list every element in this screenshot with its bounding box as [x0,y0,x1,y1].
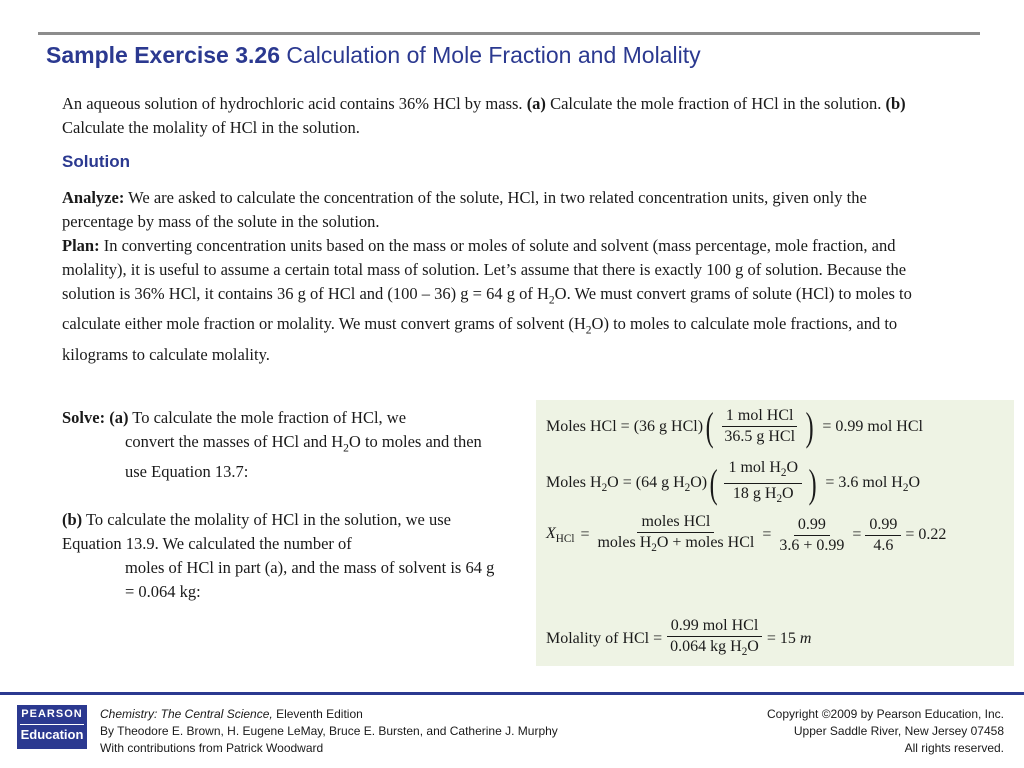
solve-label: Solve: (a) [62,408,129,427]
eq3-result: = 0.22 [905,526,947,544]
eq2-result: = 3.6 mol $H_2O$ [825,473,920,494]
eq2-fraction: $\frac{1 mol H_2O}{18 g H_2O}$ [724,458,802,509]
intro-text-3: Calculate the molality of HCl in the solution. [62,118,360,137]
analyze-text: We are asked to calculate the concentration of the solute, HCl, in two related concentration units, given only the percentage by mass of the solute in the solution. [62,188,867,231]
solve-b-label: (b) [62,510,83,530]
plan-label: Plan: [62,236,100,255]
plan-text-3: O) to moles to calculate mole fractions, and to kilograms to calculate molality. [62,314,898,364]
eq4-lhs: Molality of HCl = [546,630,663,648]
eq3-symbol: $X_{HCl}$ [546,525,575,546]
book-credits [100,706,558,757]
exercise-number: Sample Exercise 3.26 [46,42,280,68]
book-title-line [100,706,558,723]
eq2-lhs: Moles $H_2O = (64$ g $H_2O$) [546,473,708,494]
plan-subscript-2: 2 [585,324,592,337]
solve-a-text: To calculate the mole fraction of HCl, we [128,408,407,427]
solution-heading: Solution [62,152,130,171]
analyze-plan-block [62,186,932,367]
solve-block [62,406,502,604]
book-contributors: With contributions from Patrick Woodward [100,741,324,755]
eq4-fraction: $\frac{\text{0.99 mol HCl}}{0.064 kg H_2O}$ [666,616,763,662]
pearson-logo: PEARSON Education [17,705,87,749]
copyright-block [767,706,1004,757]
top-divider [38,32,980,35]
analyze-label: Analyze: [62,188,125,207]
solve-b-continuation: moles of HCl in part (a), and the mass of solvent is 64 g = 0.064 kg: [125,558,495,602]
plan-text-2: O. We must convert grams of solute (HCl) to moles to calculate either mole fraction or molality. We must convert grams of solvent (H [62,284,912,334]
solve-a-rest-1: convert the masses of HCl and H [125,432,344,451]
plan-paragraph [62,234,932,367]
solve-a-continuation [62,430,502,484]
eq3-fraction-3: $\frac{0.99}{4.6}$ [865,515,901,556]
equation-panel [536,400,1014,666]
copyright-line: Copyright ©2009 by Pearson Education, Inc. [767,707,1004,721]
plan-subscript-1: 2 [548,294,555,307]
eq1-result: = 0.99 mol HCl [822,417,923,435]
part-a-label: (a) [526,94,546,113]
footer-divider [0,692,1024,695]
eq3-fraction-1: $\frac{\text{moles HCl}}{moles H_2O + moles HCl}$ [597,513,755,555]
exercise-title: Calculation of Mole Fraction and Molality [286,42,701,68]
equation-molality [546,616,811,662]
eq1-lhs: Moles HCl = (36 g HCl) [546,417,704,435]
problem-statement [62,92,942,140]
publisher-address: Upper Saddle River, New Jersey 07458 [793,724,1004,738]
equation-moles-hcl: Moles HCl = (36 g HCl) ( $\frac{\text{1 mol HCl}}{\text{36.5 g HCl}}$ ) = 0.99 mol HCl [546,403,923,449]
solve-a-subscript: 2 [343,442,349,455]
solve-b-first-lines [62,508,502,556]
plan-text-1: In converting concentration units based on the mass or moles of solute and solvent (mass percentage, mole fraction, and molality), it is useful to assume a certain total mass of solution. Let’s assume that there is exactly 100 g of solution. Because the solution is 36% HCl, it contains 36 g of HCl and (100 – 36) g = 64 g of H [62,236,907,303]
equation-moles-water: Moles $H_2O = (64$ g $H_2O$) ( $\frac{1 mol H_2O}{18 g H_2O}$ ) = 3.6 mol $H_2O$ [546,458,920,509]
solve-a-rest-2: O to moles and then use Equation 13.7: [125,432,482,482]
book-edition: Eleventh Edition [272,707,363,721]
intro-text-1: An aqueous solution of hydrochloric acid contains 36% HCl by mass. [62,94,527,113]
solve-b-text: To calculate the molality of HCl in the solution, we use Equation 13.9. We calculated the number of [62,510,451,554]
eq1-fraction: $\frac{\text{1 mol HCl}}{\text{36.5 g HCl}}$ [720,406,799,447]
part-b-label: (b) [885,94,906,113]
book-title: Chemistry: The Central Science, [100,707,273,721]
eq3-fraction-2: $\frac{0.99}{3.6 + 0.99}$ [779,515,845,554]
page-title [46,42,701,69]
book-authors: By Theodore E. Brown, H. Eugene LeMay, Bruce E. Bursten, and Catherine J. Murphy [100,724,558,738]
rights-line: All rights reserved. [904,741,1004,755]
intro-text-2: Calculate the mole fraction of HCl in the solution. [545,94,886,113]
equation-mole-fraction: $X_{HCl}$ = $\frac{\text{moles HCl}}{moles H_2O + moles HCl}$ = $\frac{0.99}{3.6 + 0.99}$ = $\frac{0.99}{4.6}$ = 0.22 [546,512,946,558]
analyze-paragraph [62,186,932,234]
eq4-result: = 15 m [766,630,812,648]
solve-a-first-line [62,406,502,430]
